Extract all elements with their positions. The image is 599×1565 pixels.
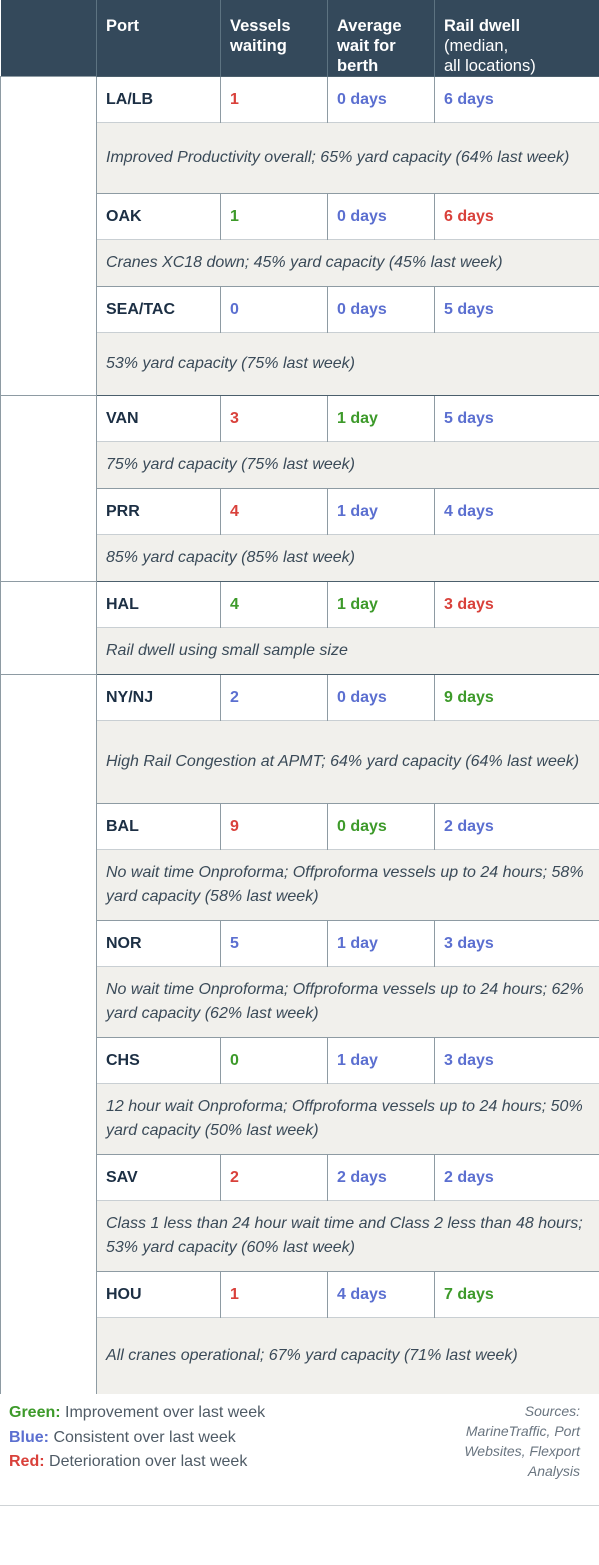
vessels-waiting-value: 1 — [221, 1272, 328, 1318]
region-label-line: CAWC — [28, 479, 78, 497]
sources-line: MarineTraffic, Port — [465, 1423, 580, 1439]
port-note: All cranes operational; 67% yard capacity (71% last week) — [97, 1318, 599, 1395]
rail-dwell-value: 4 days — [435, 489, 599, 535]
port-note: Improved Productivity overall; 65% yard capacity (64% last week) — [97, 123, 599, 194]
port-note: Rail dwell using small sample size — [97, 628, 599, 675]
rail-dwell-value: 3 days — [435, 1038, 599, 1084]
legend-items — [9, 1401, 265, 1475]
vessels-waiting-value: 0 — [221, 287, 328, 333]
sources-line: Websites, Flexport — [464, 1443, 580, 1459]
sources-line: Sources: — [524, 1403, 580, 1419]
average-wait-value: 0 days — [328, 194, 435, 240]
table-header-row — [1, 0, 599, 77]
vessels-waiting-value: 1 — [221, 77, 328, 123]
region-label-line: GULF — [31, 1035, 75, 1053]
port-note: No wait time Onproforma; Offproforma vessels up to 24 hours; 58% yard capacity (58% last week) — [97, 850, 599, 921]
port-note: 53% yard capacity (75% last week) — [97, 333, 599, 396]
legend-text: Improvement over last week — [60, 1404, 266, 1421]
average-wait-value: 0 days — [328, 804, 435, 850]
port-name: SEA/TAC — [97, 287, 221, 333]
vessels-waiting-value: 4 — [221, 582, 328, 628]
average-wait-value: 1 day — [328, 582, 435, 628]
vessels-waiting-value: 9 — [221, 804, 328, 850]
legend-label: Blue: — [9, 1428, 49, 1446]
vessels-waiting-value: 2 — [221, 675, 328, 721]
region-label — [1, 77, 97, 396]
average-wait-value: 1 day — [328, 1038, 435, 1084]
port-name: PRR — [97, 489, 221, 535]
vessels-waiting-value: 0 — [221, 1038, 328, 1084]
legend — [0, 1377, 599, 1506]
region-label — [1, 396, 97, 582]
table-row — [1, 396, 599, 442]
port-name: SAV — [97, 1155, 221, 1201]
legend-label: Green: — [9, 1404, 61, 1421]
rail-dwell-value: 5 days — [435, 287, 599, 333]
average-wait-value: 1 day — [328, 396, 435, 442]
rail-dwell-value: 3 days — [435, 582, 599, 628]
region-label — [1, 675, 97, 1395]
table-row — [1, 77, 599, 123]
port-note: Class 1 less than 24 hour wait time and Class 2 less than 48 hours; 53% yard capacity (60% last week) — [97, 1201, 599, 1272]
vessels-waiting-value: 2 — [221, 1155, 328, 1201]
average-wait-value: 1 day — [328, 921, 435, 967]
table-body — [1, 77, 599, 1395]
average-wait-value: 4 days — [328, 1272, 435, 1318]
port-name: CHS — [97, 1038, 221, 1084]
rail-dwell-value: 5 days — [435, 396, 599, 442]
average-wait-value: 0 days — [328, 77, 435, 123]
legend-text: Consistent over last week — [49, 1428, 236, 1446]
region-label — [1, 582, 97, 675]
vessels-waiting-value: 4 — [221, 489, 328, 535]
table-row — [1, 582, 599, 628]
port-note: No wait time Onproforma; Offproforma vessels up to 24 hours; 62% yard capacity (62% last week) — [97, 967, 599, 1038]
port-name: VAN — [97, 396, 221, 442]
vessels-waiting-value: 5 — [221, 921, 328, 967]
port-name: HAL — [97, 582, 221, 628]
rail-dwell-value: 2 days — [435, 804, 599, 850]
port-note: High Rail Congestion at APMT; 64% yard capacity (64% last week) — [97, 721, 599, 804]
legend-item-green — [9, 1401, 265, 1426]
rail-dwell-value: 7 days — [435, 1272, 599, 1318]
legend-label: Red: — [9, 1453, 45, 1470]
port-note: 12 hour wait Onproforma; Offproforma vessels up to 24 hours; 50% yard capacity (50% last week) — [97, 1084, 599, 1155]
port-note: 85% yard capacity (85% last week) — [97, 535, 599, 582]
vessels-waiting-value: 3 — [221, 396, 328, 442]
port-name: OAK — [97, 194, 221, 240]
rail-dwell-value: 6 days — [435, 77, 599, 123]
rail-dwell-value: 2 days — [435, 1155, 599, 1201]
port-header: Port — [97, 0, 221, 77]
average-wait-value: 1 day — [328, 489, 435, 535]
average-wait-value: 2 days — [328, 1155, 435, 1201]
vessels-waiting-header: Vessels waiting — [221, 0, 328, 77]
legend-item-blue — [9, 1426, 265, 1451]
port-note: Cranes XC18 down; 45% yard capacity (45% last week) — [97, 240, 599, 287]
port-name: HOU — [97, 1272, 221, 1318]
average-wait-value: 0 days — [328, 287, 435, 333]
table-row — [1, 675, 599, 721]
sources-note — [420, 1401, 580, 1481]
port-name: BAL — [97, 804, 221, 850]
region-label-line: USEC/ — [28, 1015, 78, 1033]
region-label-line: USWC — [28, 227, 78, 244]
rail-dwell-value: 9 days — [435, 675, 599, 721]
average-wait-header: Average wait for berth — [328, 0, 435, 77]
region-header — [1, 0, 97, 77]
legend-text: Deterioration over last week — [44, 1453, 248, 1470]
average-wait-value: 0 days — [328, 675, 435, 721]
rail-dwell-value: 6 days — [435, 194, 599, 240]
sources-line: Analysis — [527, 1463, 580, 1479]
rail-dwell-header: Rail dwell (median, all locations) — [435, 0, 599, 77]
port-note: 75% yard capacity (75% last week) — [97, 442, 599, 489]
port-name: NY/NJ — [97, 675, 221, 721]
port-name: NOR — [97, 921, 221, 967]
legend-item-red — [9, 1450, 265, 1475]
rail-dwell-value: 3 days — [435, 921, 599, 967]
region-label-line: CAEC — [30, 619, 76, 636]
port-name: LA/LB — [97, 77, 221, 123]
vessels-waiting-value: 1 — [221, 194, 328, 240]
